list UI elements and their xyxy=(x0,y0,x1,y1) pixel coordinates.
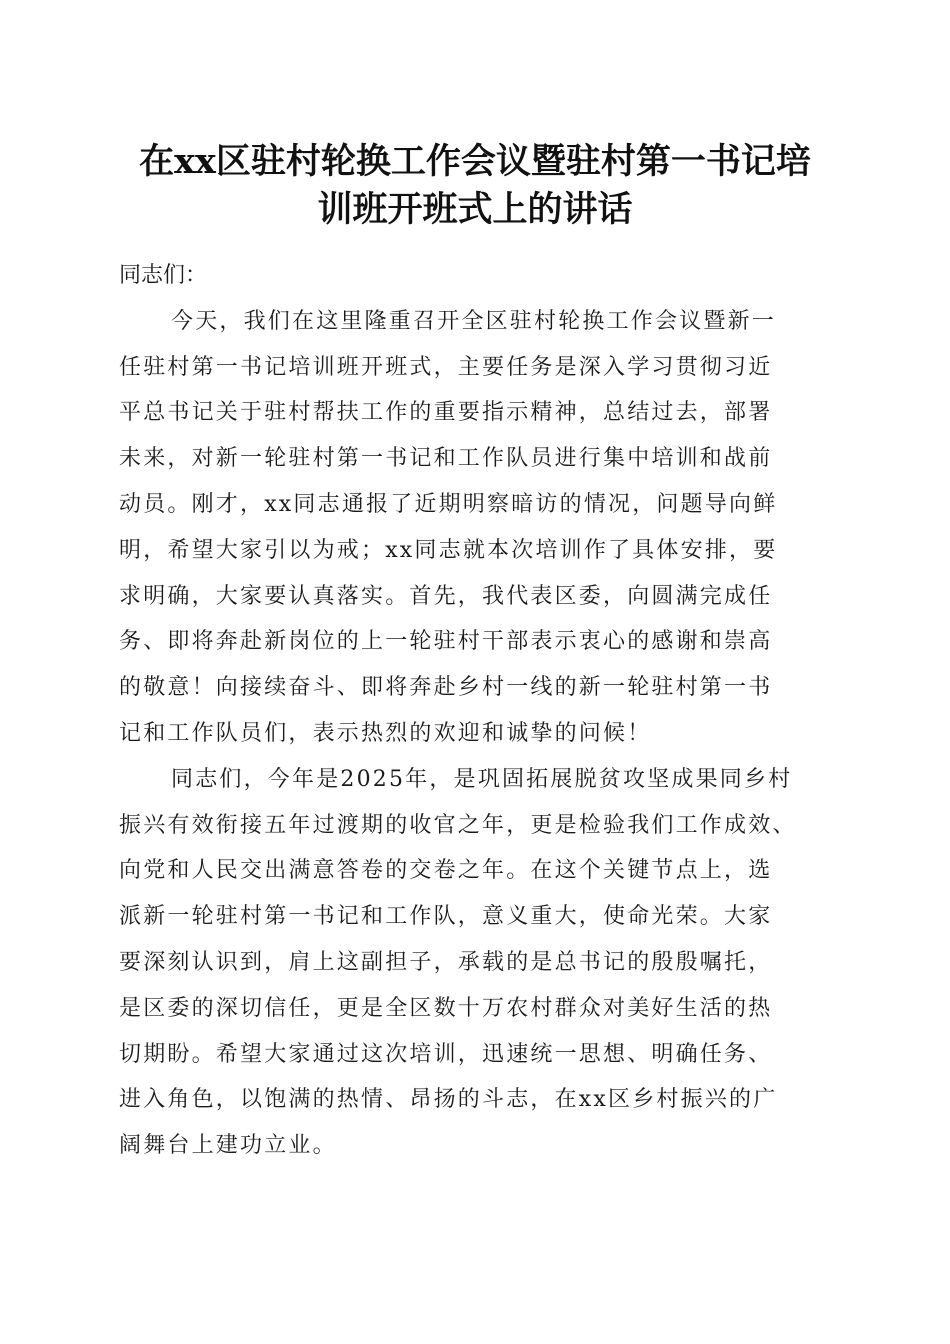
text-line: 务、即将奔赴新岗位的上一轮驻村干部表示衷心的感谢和崇高 xyxy=(119,629,773,655)
salutation: 同志们： xyxy=(119,263,208,288)
text-line: 求明确，大家要认真落实。首先，我代表区委，向圆满完成任 xyxy=(119,583,773,609)
document-title xyxy=(100,138,850,234)
paragraph xyxy=(119,299,831,757)
text-line: 记和工作队员们，表示热烈的欢迎和诚挚的问候！ xyxy=(119,720,652,746)
text-line: 向党和人民交出满意答卷的交卷之年。在这个关键节点上，选 xyxy=(119,858,773,884)
title-line: 在xx区驻村轮换工作会议暨驻村第一书记培 xyxy=(139,141,811,182)
document-body xyxy=(119,253,831,1169)
text-line: 要深刻认识到，肩上这副担子，承载的是总书记的殷殷嘱托， xyxy=(119,949,773,975)
text-line: 的敬意！向接续奋斗、即将奔赴乡村一线的新一轮驻村第一书 xyxy=(119,675,773,701)
text-line: 动员。刚才，xx同志通报了近期明察暗访的情况，问题导向鲜 xyxy=(119,491,778,517)
text-line: 阔舞台上建功立业。 xyxy=(119,1133,337,1159)
text-line: 进入角色，以饱满的热情、昂扬的斗志，在xx区乡村振兴的广 xyxy=(119,1087,778,1113)
text-line: 是区委的深切信任，更是全区数十万农村群众对美好生活的热 xyxy=(119,995,773,1021)
text-line: 平总书记关于驻村帮扶工作的重要指示精神，总结过去，部署 xyxy=(119,400,773,426)
text-line: 未来，对新一轮驻村第一书记和工作队员进行集中培训和战前 xyxy=(119,446,773,472)
text-line: 切期盼。希望大家通过这次培训，迅速统一思想、明确任务、 xyxy=(119,1041,773,1067)
text-line: 派新一轮驻村第一书记和工作队，意义重大，使命光荣。大家 xyxy=(119,904,773,930)
text-line: 任驻村第一书记培训班开班式，主要任务是深入学习贯彻习近 xyxy=(119,354,773,380)
text-line: 今天，我们在这里隆重召开全区驻村轮换工作会议暨新一 xyxy=(171,308,777,334)
text-line: 同志们，今年是2025年，是巩固拓展脱贫攻坚成果同乡村 xyxy=(171,766,793,792)
text-line: 振兴有效衔接五年过渡期的收官之年，更是检验我们工作成效、 xyxy=(119,812,797,838)
title-line: 训班开班式上的讲话 xyxy=(317,189,633,230)
paragraph xyxy=(119,757,831,1169)
text-line: 明，希望大家引以为戒；xx同志就本次培训作了具体安排，要 xyxy=(119,537,778,563)
